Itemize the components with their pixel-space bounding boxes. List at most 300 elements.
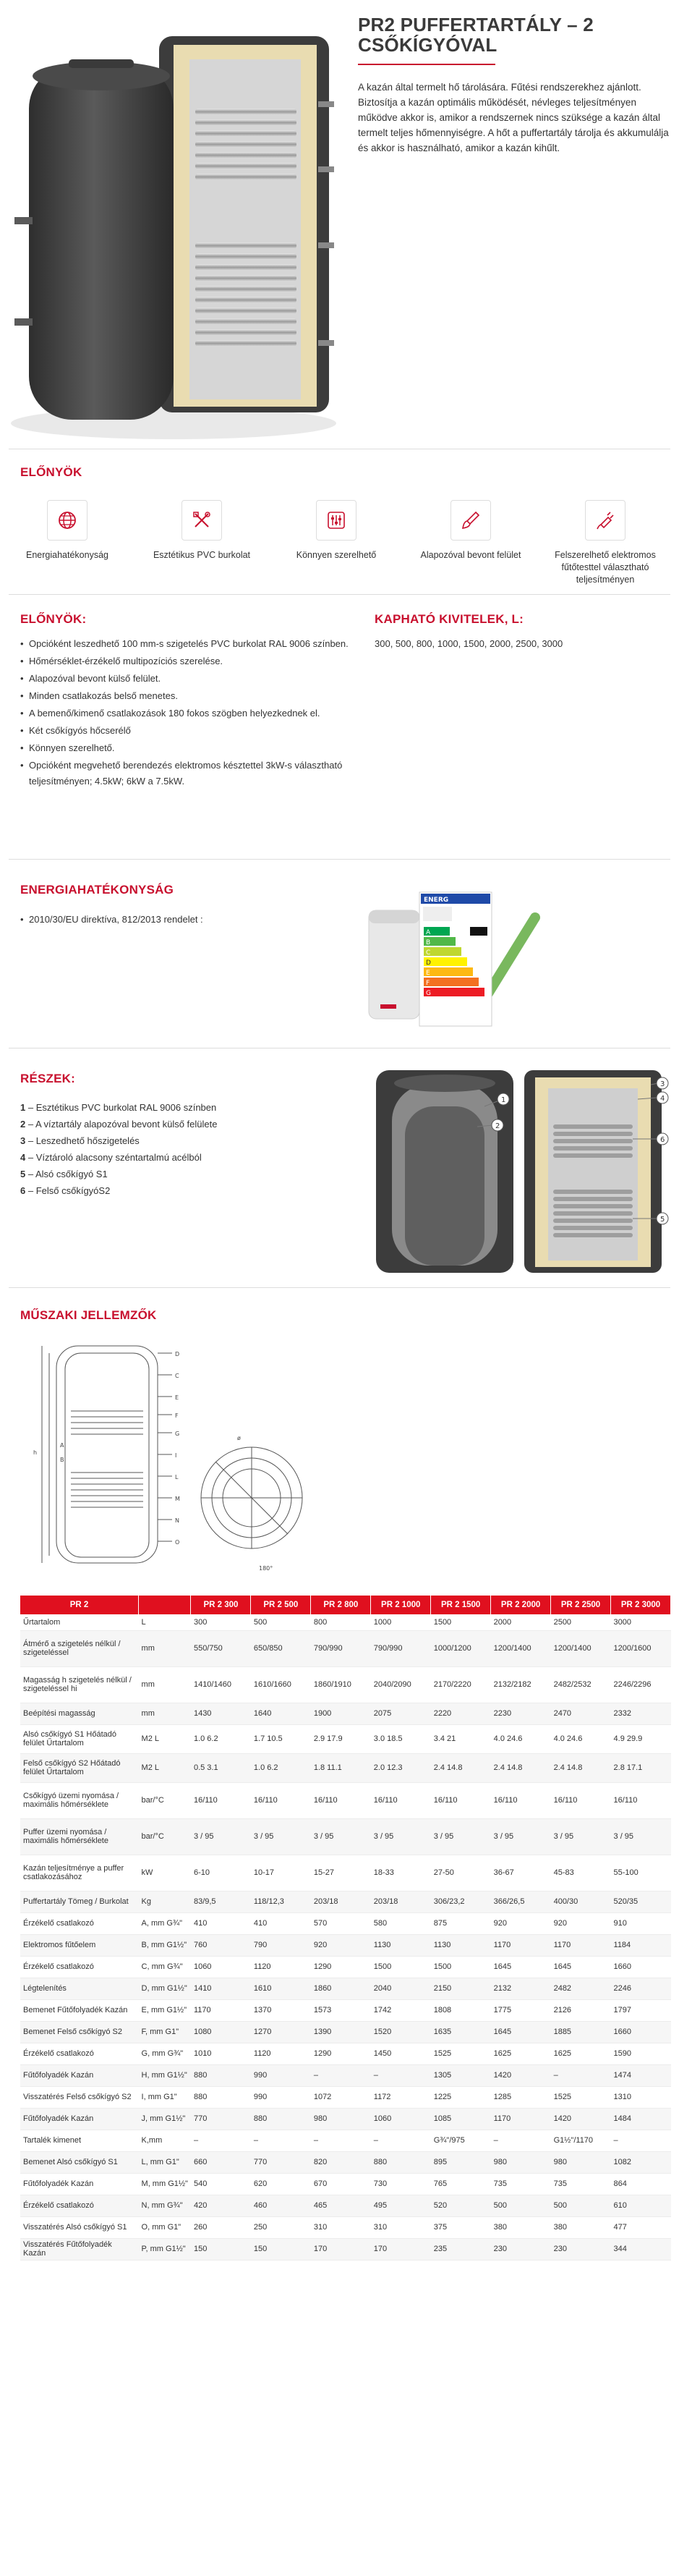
value-cell: 1500 xyxy=(371,1956,431,1978)
value-cell: 1640 xyxy=(251,1703,311,1724)
energy-section xyxy=(0,860,679,1048)
part-item: 2 – A víztartály alapozóval bevont külső felülete xyxy=(20,1119,218,1130)
tech-section xyxy=(0,1288,679,1596)
unit-cell: K,mm xyxy=(139,2130,191,2151)
table-row xyxy=(20,2086,671,2108)
parts-list xyxy=(20,1099,217,1199)
column-header: PR 2 3000 xyxy=(611,1596,671,1614)
benefit-label: Energiahatékonyság xyxy=(26,550,108,560)
benefit-item xyxy=(0,500,134,586)
table-row xyxy=(20,2173,671,2195)
value-cell: G1½"/1170 xyxy=(551,2130,611,2151)
value-cell: 880 xyxy=(191,2064,251,2086)
value-cell: 550/750 xyxy=(191,1630,251,1666)
param-name-cell: Beépítési magasság xyxy=(20,1703,139,1724)
value-cell: 16/110 xyxy=(311,1782,371,1818)
hero-section xyxy=(0,0,679,449)
value-cell: 864 xyxy=(611,2173,671,2195)
unit-cell: bar/°C xyxy=(139,1818,191,1855)
value-cell: 1430 xyxy=(191,1703,251,1724)
unit-cell: C, mm G¾" xyxy=(139,1956,191,1978)
table-row xyxy=(20,1978,671,1999)
value-cell: 1660 xyxy=(611,2021,671,2043)
value-cell: 1000 xyxy=(371,1614,431,1630)
param-name-cell: Fűtőfolyadék Kazán xyxy=(20,2064,139,2086)
value-cell: 580 xyxy=(371,1912,431,1934)
value-cell: 10-17 xyxy=(251,1855,311,1891)
sliders-icon xyxy=(316,500,356,541)
variants-title: KAPHATÓ KIVITELEK, L: xyxy=(375,612,524,626)
value-cell: 620 xyxy=(251,2173,311,2195)
value-cell: 1742 xyxy=(371,1999,431,2021)
value-cell: 460 xyxy=(251,2195,311,2216)
value-cell: 410 xyxy=(251,1912,311,1934)
title-underline xyxy=(358,64,495,65)
list-item: • Opcióként megvehető berendezés elektromos késztettel 3kW-s választható teljesítményen; 4.5kW; 6kW a 7.5kW. xyxy=(20,758,360,789)
table-row xyxy=(20,2108,671,2130)
value-cell: 540 xyxy=(191,2173,251,2195)
variants-column xyxy=(360,611,664,859)
value-cell: 1610 xyxy=(251,1978,311,1999)
value-cell: 2332 xyxy=(611,1703,671,1724)
unit-cell: F, mm G1" xyxy=(139,2021,191,2043)
value-cell: 2126 xyxy=(551,1999,611,2021)
value-cell: 2132/2182 xyxy=(491,1666,551,1703)
svg-text:180°: 180° xyxy=(259,1565,273,1572)
table-row xyxy=(20,1956,671,1978)
value-cell: 2500 xyxy=(551,1614,611,1630)
product-description: A kazán által termelt hő tárolására. Fűtési rendszerekhez ajánlott. Biztosítja a kazán optimális működését, névleges teljesítményen működve akkor is, amikor a rendszernek nincs szüksége a kazán által termelt teljes hőmennyiségre. A hőt a puffertartály tárolja és akkumulálja és akkor is használható, amikor a kazán kihűlt. xyxy=(358,82,669,153)
param-name-cell: Légtelenítés xyxy=(20,1978,139,1999)
value-cell: – xyxy=(371,2130,431,2151)
part-item: 1 – Esztétikus PVC burkolat RAL 9006 színben xyxy=(20,1102,217,1113)
value-cell: 3 / 95 xyxy=(551,1818,611,1855)
value-cell: 16/110 xyxy=(551,1782,611,1818)
value-cell: 875 xyxy=(431,1912,491,1934)
unit-cell: L xyxy=(139,1614,191,1630)
value-cell: 410 xyxy=(191,1912,251,1934)
value-cell: 420 xyxy=(191,2195,251,2216)
table-header-row xyxy=(20,1596,671,1614)
param-name-cell: Puffertartály Tömeg / Burkolat xyxy=(20,1891,139,1912)
value-cell: – xyxy=(551,2064,611,2086)
value-cell: 790 xyxy=(251,1934,311,1956)
value-cell: 770 xyxy=(191,2108,251,2130)
value-cell: 990 xyxy=(251,2064,311,2086)
value-cell: 2.0 12.3 xyxy=(371,1753,431,1782)
value-cell: 1130 xyxy=(371,1934,431,1956)
value-cell: 1484 xyxy=(611,2108,671,2130)
param-name-cell: Fűtőfolyadék Kazán xyxy=(20,2108,139,2130)
value-cell: 670 xyxy=(311,2173,371,2195)
value-cell: 36-67 xyxy=(491,1855,551,1891)
value-cell: 1170 xyxy=(551,1934,611,1956)
unit-cell: J, mm G1½" xyxy=(139,2108,191,2130)
value-cell: – xyxy=(371,2064,431,2086)
table-row xyxy=(20,2216,671,2238)
value-cell: 1200/1400 xyxy=(551,1630,611,1666)
value-cell: 1797 xyxy=(611,1999,671,2021)
value-cell: 3 / 95 xyxy=(431,1818,491,1855)
table-row xyxy=(20,2238,671,2260)
value-cell: 2482/2532 xyxy=(551,1666,611,1703)
svg-text:E: E xyxy=(426,970,430,977)
value-cell: 83/9,5 xyxy=(191,1891,251,1912)
value-cell: 1520 xyxy=(371,2021,431,2043)
value-cell: – xyxy=(251,2130,311,2151)
value-cell: 2.4 14.8 xyxy=(431,1753,491,1782)
svg-text:A: A xyxy=(426,929,431,936)
value-cell: 1474 xyxy=(611,2064,671,2086)
value-cell: 880 xyxy=(371,2151,431,2173)
svg-text:O: O xyxy=(175,1539,180,1546)
energy-list xyxy=(20,912,203,929)
list-item: • 2010/30/EU direktíva, 812/2013 rendelet : xyxy=(20,912,203,928)
page-title xyxy=(358,14,662,55)
svg-text:h: h xyxy=(33,1449,38,1456)
param-name-cell: Csőkígyó üzemi nyomása / maximális hőmérséklete xyxy=(20,1782,139,1818)
value-cell: 820 xyxy=(311,2151,371,2173)
param-name-cell: Fűtőfolyadék Kazán xyxy=(20,2173,139,2195)
value-cell: 1645 xyxy=(491,1956,551,1978)
table-row xyxy=(20,2195,671,2216)
svg-text:5: 5 xyxy=(660,1216,665,1224)
value-cell: 570 xyxy=(311,1912,371,1934)
value-cell: 980 xyxy=(491,2151,551,2173)
value-cell: 1900 xyxy=(311,1703,371,1724)
svg-text:2: 2 xyxy=(495,1122,500,1130)
unit-cell: A, mm G¾" xyxy=(139,1912,191,1934)
value-cell: 300 xyxy=(191,1614,251,1630)
value-cell: 45-83 xyxy=(551,1855,611,1891)
value-cell: 1082 xyxy=(611,2151,671,2173)
value-cell: 1060 xyxy=(371,2108,431,2130)
value-cell: 2075 xyxy=(371,1703,431,1724)
value-cell: 380 xyxy=(491,2216,551,2238)
benefit-item xyxy=(269,500,403,586)
value-cell: 735 xyxy=(491,2173,551,2195)
param-name-cell: Visszatérés Felső csőkígyó S2 xyxy=(20,2086,139,2108)
value-cell: 770 xyxy=(251,2151,311,2173)
value-cell: 6-10 xyxy=(191,1855,251,1891)
value-cell: 1645 xyxy=(551,1956,611,1978)
value-cell: 3 / 95 xyxy=(611,1818,671,1855)
unit-cell: M2 L xyxy=(139,1724,191,1753)
value-cell: 650/850 xyxy=(251,1630,311,1666)
table-row xyxy=(20,1782,671,1818)
value-cell: 2.9 17.9 xyxy=(311,1724,371,1753)
parts-section xyxy=(0,1048,679,1287)
svg-text:C: C xyxy=(175,1373,179,1379)
unit-cell: M, mm G1½" xyxy=(139,2173,191,2195)
table-row xyxy=(20,2151,671,2173)
svg-text:4: 4 xyxy=(660,1095,665,1103)
param-name-cell: Magasság h szigetelés nélkül / szigeteléssel hi xyxy=(20,1666,139,1703)
param-name-cell: Bemenet Fűtőfolyadék Kazán xyxy=(20,1999,139,2021)
table-row xyxy=(20,1630,671,1666)
value-cell: 500 xyxy=(251,1614,311,1630)
value-cell: 1500 xyxy=(431,1956,491,1978)
value-cell: 1000/1200 xyxy=(431,1630,491,1666)
part-item: 6 – Felső csőkígyóS2 xyxy=(20,1185,111,1196)
value-cell: 3 / 95 xyxy=(371,1818,431,1855)
benefits-section xyxy=(0,449,679,594)
value-cell: 230 xyxy=(491,2238,551,2260)
value-cell: 980 xyxy=(551,2151,611,2173)
value-cell: 375 xyxy=(431,2216,491,2238)
svg-text:M: M xyxy=(175,1496,180,1502)
value-cell: 500 xyxy=(551,2195,611,2216)
unit-cell: E, mm G1½" xyxy=(139,1999,191,2021)
unit-cell: mm xyxy=(139,1703,191,1724)
value-cell: 1.0 6.2 xyxy=(251,1753,311,1782)
param-name-cell: Érzékelő csatlakozó xyxy=(20,2195,139,2216)
column-header: PR 2 1000 xyxy=(371,1596,431,1614)
list-item: • A bemenő/kimenő csatlakozások 180 fokos szögben helyezkednek el. xyxy=(20,706,360,721)
value-cell: 1172 xyxy=(371,2086,431,2108)
param-name-cell: Visszatérés Alsó csőkígyó S1 xyxy=(20,2216,139,2238)
value-cell: 2220 xyxy=(431,1703,491,1724)
value-cell: 1060 xyxy=(191,1956,251,1978)
value-cell: 1410 xyxy=(191,1978,251,1999)
unit-cell: kW xyxy=(139,1855,191,1891)
value-cell: 1885 xyxy=(551,2021,611,2043)
value-cell: 1072 xyxy=(311,2086,371,2108)
advantages-section xyxy=(0,595,679,859)
table-row xyxy=(20,1724,671,1753)
column-header: PR 2 300 xyxy=(191,1596,251,1614)
value-cell: 790/990 xyxy=(311,1630,371,1666)
value-cell: 880 xyxy=(191,2086,251,2108)
value-cell: 1085 xyxy=(431,2108,491,2130)
value-cell: 1.7 10.5 xyxy=(251,1724,311,1753)
value-cell: 1120 xyxy=(251,2043,311,2064)
value-cell: 1305 xyxy=(431,2064,491,2086)
list-item: • Könnyen szerelhető. xyxy=(20,740,360,756)
value-cell: 4.9 29.9 xyxy=(611,1724,671,1753)
value-cell: – xyxy=(491,2130,551,2151)
param-name-cell: Elektromos fűtőelem xyxy=(20,1934,139,1956)
list-item: • Hőmérséklet-érzékelő multipozíciós szerelése. xyxy=(20,653,360,669)
value-cell: 1525 xyxy=(431,2043,491,2064)
table-row xyxy=(20,1934,671,1956)
value-cell: 16/110 xyxy=(251,1782,311,1818)
variants-list: 300, 500, 800, 1000, 1500, 2000, 2500, 3000 xyxy=(375,637,563,649)
param-name-cell: Kazán teljesítménye a puffer csatlakozásához xyxy=(20,1855,139,1891)
value-cell: 1610/1660 xyxy=(251,1666,311,1703)
svg-text:A: A xyxy=(60,1442,64,1449)
benefits-icon-row xyxy=(0,500,679,586)
param-name-cell: Felső csőkígyó S2 Hőátadó felület Űrtartalom xyxy=(20,1753,139,1782)
svg-text:L: L xyxy=(175,1474,179,1480)
value-cell: 1860/1910 xyxy=(311,1666,371,1703)
svg-text:F: F xyxy=(426,980,430,987)
part-item: 3 – Leszedhető hőszigetelés xyxy=(20,1135,140,1146)
value-cell: 2482 xyxy=(551,1978,611,1999)
brush-icon xyxy=(450,500,491,541)
value-cell: 1625 xyxy=(491,2043,551,2064)
column-header: PR 2 500 xyxy=(251,1596,311,1614)
unit-cell: mm xyxy=(139,1666,191,1703)
table-row xyxy=(20,1753,671,1782)
value-cell: 2132 xyxy=(491,1978,551,1999)
value-cell: 980 xyxy=(311,2108,371,2130)
unit-cell: B, mm G1½" xyxy=(139,1934,191,1956)
value-cell: 27-50 xyxy=(431,1855,491,1891)
value-cell: 250 xyxy=(251,2216,311,2238)
benefit-label: Esztétikus PVC burkolat xyxy=(153,550,251,560)
value-cell: 4.0 24.6 xyxy=(551,1724,611,1753)
value-cell: 465 xyxy=(311,2195,371,2216)
value-cell: 990 xyxy=(251,2086,311,2108)
value-cell: 400/30 xyxy=(551,1891,611,1912)
value-cell: – xyxy=(311,2064,371,2086)
value-cell: 1080 xyxy=(191,2021,251,2043)
value-cell: 1860 xyxy=(311,1978,371,1999)
list-item: • Minden csatlakozás belső menetes. xyxy=(20,688,360,704)
value-cell: 477 xyxy=(611,2216,671,2238)
table-row xyxy=(20,1855,671,1891)
unit-cell: H, mm G1½" xyxy=(139,2064,191,2086)
param-name-cell: Átmérő a szigetelés nélkül / szigeteléssel xyxy=(20,1630,139,1666)
energy-title: ENERGIAHATÉKONYSÁG xyxy=(20,883,174,897)
table-row xyxy=(20,1891,671,1912)
column-header: PR 2 2500 xyxy=(551,1596,611,1614)
plug-icon xyxy=(585,500,625,541)
value-cell: 1200/1600 xyxy=(611,1630,671,1666)
value-cell: 880 xyxy=(251,2108,311,2130)
value-cell: 1500 xyxy=(431,1614,491,1630)
table-row xyxy=(20,1666,671,1703)
value-cell: 16/110 xyxy=(431,1782,491,1818)
value-cell: 1420 xyxy=(551,2108,611,2130)
value-cell: 3 / 95 xyxy=(491,1818,551,1855)
value-cell: 170 xyxy=(311,2238,371,2260)
unit-cell: G, mm G¾" xyxy=(139,2043,191,2064)
unit-cell: mm xyxy=(139,1630,191,1666)
svg-text:E: E xyxy=(175,1394,179,1401)
value-cell: 800 xyxy=(311,1614,371,1630)
value-cell: 1270 xyxy=(251,2021,311,2043)
value-cell: 1170 xyxy=(191,1999,251,2021)
value-cell: 895 xyxy=(431,2151,491,2173)
svg-text:3: 3 xyxy=(660,1080,665,1088)
value-cell: 920 xyxy=(491,1912,551,1934)
svg-text:D: D xyxy=(175,1351,180,1357)
list-item: • Opcióként leszedhető 100 mm-s szigetelés PVC burkolat RAL 9006 színben. xyxy=(20,636,360,652)
value-cell: 2150 xyxy=(431,1978,491,1999)
value-cell: 230 xyxy=(551,2238,611,2260)
advantages-list xyxy=(20,636,360,789)
column-header: PR 2 800 xyxy=(311,1596,371,1614)
value-cell: 118/12,3 xyxy=(251,1891,311,1912)
value-cell: 1120 xyxy=(251,1956,311,1978)
value-cell: 920 xyxy=(311,1934,371,1956)
value-cell: 3 / 95 xyxy=(191,1818,251,1855)
value-cell: 4.0 24.6 xyxy=(491,1724,551,1753)
value-cell: 2246 xyxy=(611,1978,671,1999)
value-cell: 18-33 xyxy=(371,1855,431,1891)
value-cell: 16/110 xyxy=(491,1782,551,1818)
parts-title: RÉSZEK: xyxy=(20,1072,76,1085)
table-row xyxy=(20,2064,671,2086)
parts-diagram xyxy=(369,1056,672,1280)
column-header xyxy=(139,1596,191,1614)
column-header: PR 2 xyxy=(20,1596,139,1614)
table-row xyxy=(20,2021,671,2043)
list-item: • Két csőkígyós hőcserélő xyxy=(20,723,360,739)
value-cell: 3.4 21 xyxy=(431,1724,491,1753)
svg-text:G: G xyxy=(175,1431,180,1437)
energy-label-image xyxy=(354,878,542,1037)
param-name-cell: Alsó csőkígyó S1 Hőátadó felület Űrtartalom xyxy=(20,1724,139,1753)
value-cell: 150 xyxy=(191,2238,251,2260)
unit-cell: I, mm G1" xyxy=(139,2086,191,2108)
value-cell: 16/110 xyxy=(611,1782,671,1818)
benefit-item xyxy=(538,500,672,586)
table-row xyxy=(20,1614,671,1630)
title-line-2: CSŐKÍGYÓVAL xyxy=(358,34,497,56)
unit-cell: D, mm G1½" xyxy=(139,1978,191,1999)
benefit-label: Alapozóval bevont felület xyxy=(420,550,521,560)
param-name-cell: Érzékelő csatlakozó xyxy=(20,1912,139,1934)
part-item: 5 – Alsó csőkígyó S1 xyxy=(20,1169,108,1179)
tools-icon xyxy=(182,500,222,541)
value-cell: 1635 xyxy=(431,2021,491,2043)
value-cell: 1390 xyxy=(311,2021,371,2043)
value-cell: 1.8 11.1 xyxy=(311,1753,371,1782)
unit-cell: M2 L xyxy=(139,1753,191,1782)
table-row xyxy=(20,1818,671,1855)
svg-text:C: C xyxy=(426,949,431,957)
value-cell: 920 xyxy=(551,1912,611,1934)
value-cell: 2170/2220 xyxy=(431,1666,491,1703)
value-cell: 910 xyxy=(611,1912,671,1934)
value-cell: 1285 xyxy=(491,2086,551,2108)
svg-text:B: B xyxy=(426,939,431,946)
value-cell: 203/18 xyxy=(371,1891,431,1912)
unit-cell: P, mm G1½" xyxy=(139,2238,191,2260)
product-image xyxy=(0,0,343,449)
value-cell: 1660 xyxy=(611,1956,671,1978)
svg-text:6: 6 xyxy=(660,1136,665,1144)
value-cell: 1170 xyxy=(491,2108,551,2130)
value-cell: 1573 xyxy=(311,1999,371,2021)
value-cell: 3.0 18.5 xyxy=(371,1724,431,1753)
table-row xyxy=(20,1999,671,2021)
value-cell: 1808 xyxy=(431,1999,491,2021)
value-cell: – xyxy=(191,2130,251,2151)
value-cell: 3 / 95 xyxy=(311,1818,371,1855)
column-header: PR 2 1500 xyxy=(431,1596,491,1614)
param-name-cell: Űrtartalom xyxy=(20,1614,139,1630)
value-cell: 344 xyxy=(611,2238,671,2260)
spec-table xyxy=(20,1596,671,2261)
value-cell: 0.5 3.1 xyxy=(191,1753,251,1782)
value-cell: 790/990 xyxy=(371,1630,431,1666)
unit-cell: L, mm G1" xyxy=(139,2151,191,2173)
table-row xyxy=(20,1703,671,1724)
value-cell: 55-100 xyxy=(611,1855,671,1891)
value-cell: 1775 xyxy=(491,1999,551,2021)
value-cell: 495 xyxy=(371,2195,431,2216)
value-cell: 3 / 95 xyxy=(251,1818,311,1855)
technical-drawing xyxy=(20,1339,324,1585)
value-cell: 730 xyxy=(371,2173,431,2195)
value-cell: 366/26,5 xyxy=(491,1891,551,1912)
value-cell: 1200/1400 xyxy=(491,1630,551,1666)
benefit-label: Felszerelhető elektromos fűtőtesttel választható teljesítményen xyxy=(555,550,656,585)
